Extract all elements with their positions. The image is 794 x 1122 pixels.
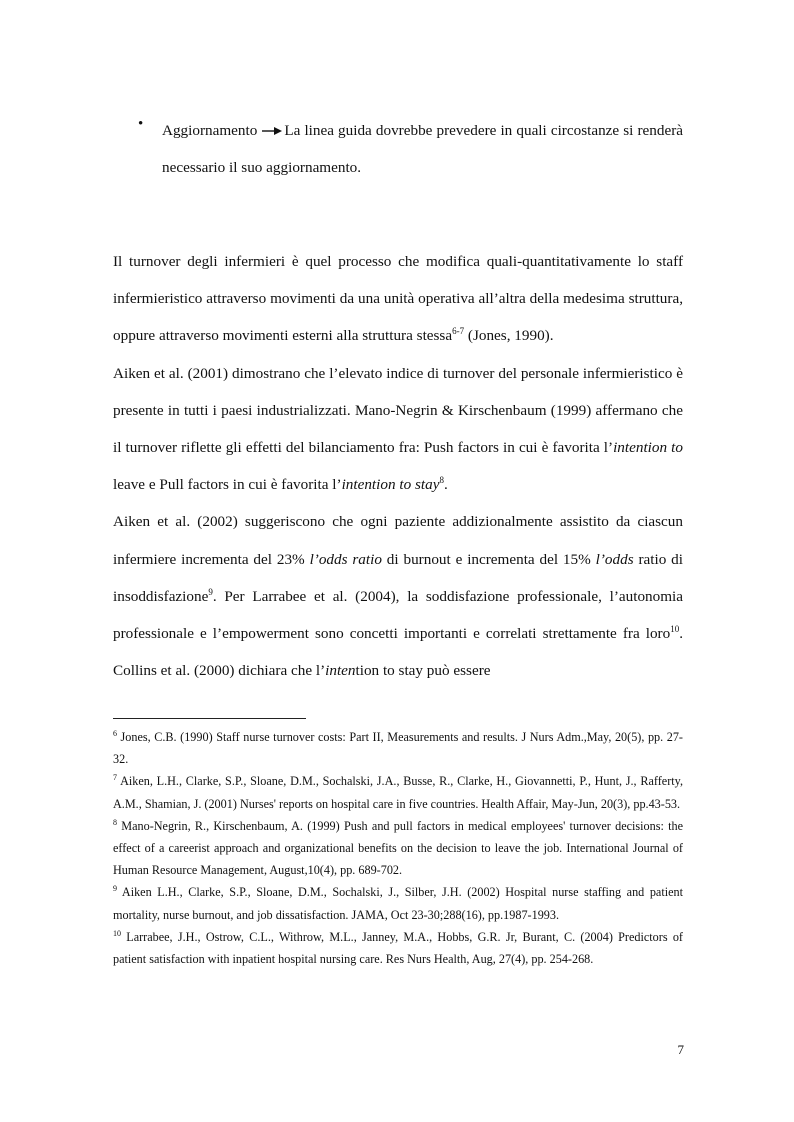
footnote-ref-8: 8 <box>439 475 444 486</box>
footnote-text: Larrabee, J.H., Ostrow, C.L., Withrow, M.L., Janney, M.A., Hobbs, G.R. Jr, Burant, C. (2004) Predictors of patient satisfaction with inpatient hospital nursing care. Res Nurs Health, Aug, 27(4), pp. 254-268. <box>113 929 683 967</box>
p3-text-b: di burnout e incrementa del 15% <box>381 550 596 568</box>
p1-text: Il turnover degli infermieri è quel processo che modifica quali-quantitativamente lo staff infermieristico attraverso movimenti da una unità operativa all’altra della medesima struttura, oppure attraverso movimenti esterni alla struttura stessa <box>113 253 683 345</box>
footnote-ref-6-7: 6-7 <box>452 326 465 337</box>
footnote-ref-10: 10 <box>670 624 680 635</box>
p3-italic-1: l’odds ratio <box>309 550 382 568</box>
p3-text-d: . Per Larrabee et al. (2004), la soddisfazione professionale, l’autonomia professionale e l’empowerment sono concetti importanti e correlati strettamente fra loro <box>113 587 683 643</box>
p3-text-e: . Collins et al. (2000) dichiara che l’ <box>113 625 683 680</box>
p2-text-a: Aiken et al. (2001) dimostrano che l’elevato indice di turnover del personale infermieristico è presente in tutti i paesi industrializzati. Mano-Negrin & Kirschenbaum (1999) affermano che il turnover riflette gli effetti del bilanciamento fra: Push factors in cui è favorita l’ <box>113 364 683 457</box>
footnote <box>113 815 683 882</box>
footnotes <box>113 726 683 970</box>
p2-italic-1: intention to <box>613 439 683 457</box>
footnote-number: 10 <box>113 928 121 938</box>
paragraph-turnover-definition <box>113 243 683 355</box>
p3-italic-3: inten <box>325 662 356 680</box>
p2-text-b: leave e Pull factors in cui è favorita l’ <box>113 476 342 494</box>
p2-italic-2: intention to stay <box>341 476 440 494</box>
p3-italic-2: l’odds <box>595 550 634 568</box>
footnote <box>113 881 683 925</box>
footnote-number: 9 <box>113 884 117 894</box>
paragraph-aiken-2002 <box>113 503 683 689</box>
bullet-icon: • <box>138 116 144 132</box>
footnote-text: Jones, C.B. (1990) Staff nurse turnover costs: Part II, Measurements and results. J Nurs Adm.,May, 20(5), pp. 27-32. <box>113 730 683 767</box>
p3-text-c: ratio di insoddisfazione <box>113 550 683 605</box>
p1-tail: (Jones, 1990). <box>464 327 554 345</box>
footnote-text: Aiken L.H., Clarke, S.P., Sloane, D.M., Sochalski, J., Silber, J.H. (2002) Hospital nurse staffing and patient mortality, nurse burnout, and job dissatisfaction. JAMA, Oct 23-30;288(16), pp.1987-1993. <box>113 885 683 922</box>
bullet-text <box>162 112 683 186</box>
bullet-list-item <box>138 112 683 186</box>
footnote <box>113 726 683 770</box>
footnote <box>113 926 683 970</box>
bullet-description: La linea guida dovrebbe prevedere in quali circostanze si renderà necessario il suo aggiornamento. <box>162 122 683 176</box>
page-number: 7 <box>677 1042 684 1057</box>
p2-end: . <box>443 476 448 494</box>
footnote <box>113 770 683 814</box>
footnote-text: Aiken, L.H., Clarke, S.P., Sloane, D.M., Sochalski, J.A., Busse, R., Clarke, H., Giovannetti, P., Hunt, J., Rafferty, A.M., Shamian, J. (2001) Nurses' reports on hospital care in five countries. Health Affair, May-Jun, 20(3), pp.43-53. <box>113 774 683 811</box>
footnote-number: 7 <box>113 773 117 783</box>
p3-text-f: tion to stay può essere <box>355 662 491 680</box>
p3-text-a: Aiken et al. (2002) suggeriscono che ogni paziente addizionalmente assistito da ciascun infermiere incrementa del 23% <box>113 513 683 568</box>
body-text <box>113 243 683 689</box>
footnote-ref-9: 9 <box>208 586 213 597</box>
paragraph-aiken-2001 <box>113 355 683 504</box>
right-arrow-icon <box>261 126 283 136</box>
footnote-number: 6 <box>113 729 117 738</box>
footnote-number: 8 <box>113 817 117 827</box>
footnote-separator <box>113 718 306 719</box>
bullet-term: Aggiornamento <box>162 122 258 139</box>
footnote-text: Mano-Negrin, R., Kirschenbaum, A. (1999) Push and pull factors in medical employees' turnover decisions: the effect of a careerist approach and organizational benefits on the decision to leave the job. International Journal of Human Resource Management, August,10(4), pp. 689-702. <box>113 818 683 878</box>
